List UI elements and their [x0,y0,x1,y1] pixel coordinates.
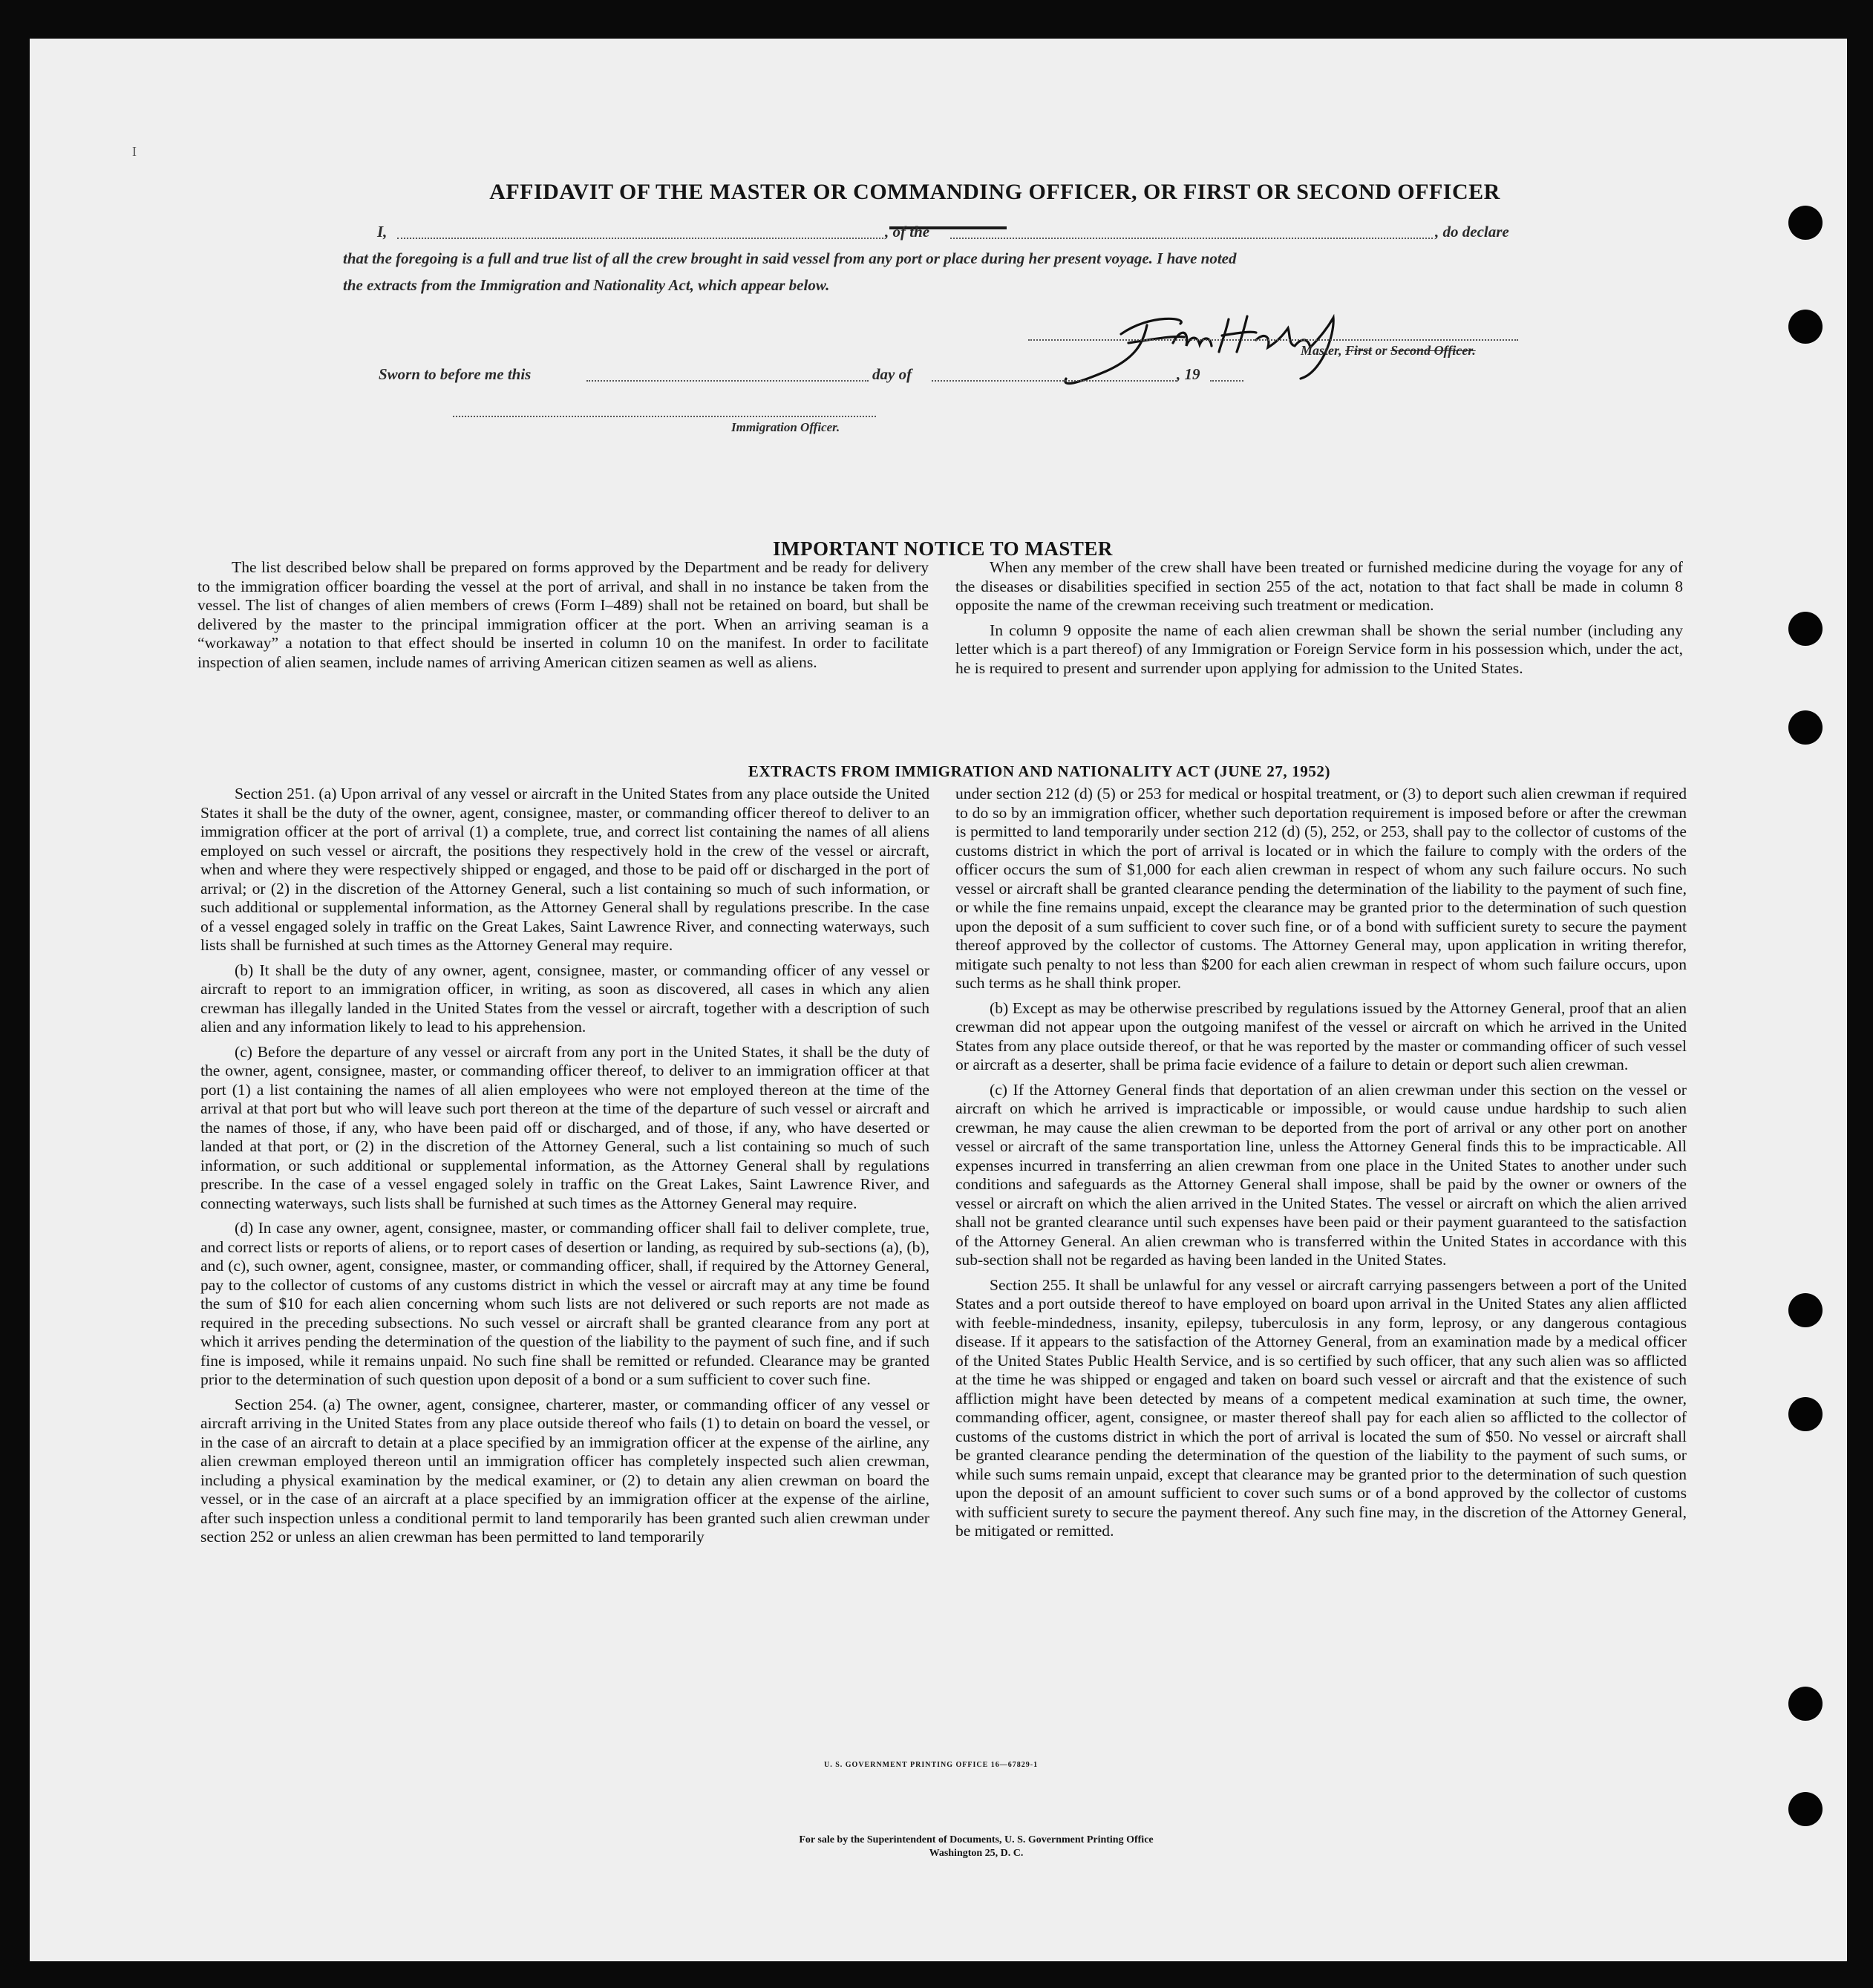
notice-heading: IMPORTANT NOTICE TO MASTER [773,537,1113,560]
officer-signature-line [453,416,876,417]
binder-hole [1788,310,1823,344]
notice-left-column [197,558,929,678]
extract-paragraph: Section 251. (a) Upon arrival of any vessel or aircraft in the United States from any place outside the United States it shall be the duty of the owner, agent, consignee, master, or commanding officer thereof to deliver to an immigration officer at the port of arrival (1) a complete, true, and correct list containing the names of all aliens employed on such vessel or aircraft, the positions they respectively hold in the crew of the vessel or aircraft, when and where they were respectively shipped or engaged, and those to be paid off or discharged in the port of arrival; or (2) in the discretion of the Attorney General, such a list containing so much of such information, or such additional or supplemental information, as the Attorney General shall by regulations prescribe. In the case of a vessel engaged solely in traffic on the Great Lakes, Saint Lawrence River, and connecting waterways, such lists shall be furnished at such times as the Attorney General may require. [200,785,929,954]
year-label: , 19 [1177,365,1200,383]
affidavit-title: AFFIDAVIT OF THE MASTER OR COMMANDING OFFICER, OR FIRST OR SECOND OFFICER [489,180,1500,204]
extract-paragraph: (c) Before the departure of any vessel or aircraft from any port in the United States, it shall be the duty of the owner, agent, consignee, master, or commanding officer thereof, to deliver to an immigration officer at that port (1) a list containing the names of all alien employees who were not employed thereon at the time of the arrival at that port but who will leave such port thereon at the time of the departure of such vessel or aircraft and the names of those, if any, who have been paid off or discharged, and of those, if any, who have deserted or landed at that port, or (2) in the discretion of the Attorney General, such a list containing so much of such information, or such additional or supplemental information, as the Attorney General shall by regulations prescribe. In the case of a vessel engaged solely in traffic on the Great Lakes, Saint Lawrence River, and connecting waterways, such lists shall be furnished at such times as the Attorney General may require. [200,1042,929,1212]
caption-or: or [1375,343,1387,358]
sworn-day-field[interactable] [586,380,869,382]
extracts-left-column [200,785,929,1553]
affidavit-statement-line: the extracts from the Immigration and Nationality Act, which appear below. [343,276,830,294]
vessel-name-field[interactable] [950,238,1433,239]
extract-paragraph: under section 212 (d) (5) or 253 for medical or hospital treatment, or (3) to deport such alien crewman if required to do so by an immigration officer, whether such deportation requirement is imposed before or after the crewman is permitted to land temporarily under section 212 (d) (5), 252, or 253, shall pay to the collector of customs of the customs district in which the port of arrival is located or in which the failure to comply with the orders of the officer occurs the sum of $1,000 for each alien crewman in respect of whom any such failure occurs. No such vessel or aircraft shall be granted clearance pending the determination of the liability to the payment of such fine, or while the fine remains unpaid, except the clearance may be granted prior to the determination of such question upon the deposit of a sum sufficient to cover such fine, or of a bond with sufficient surety to secure the payment thereof approved by the collector of customs. The Attorney General may, upon application in writing therefor, mitigate such penalty to not less than $200 for each alien crewman in respect of whom such failure occurs, upon such terms as he shall think proper. [955,785,1687,992]
caption-master: Master, [1301,343,1342,358]
notice-paragraph: When any member of the crew shall have been treated or furnished medicine during the voyage for any of the diseases or disabilities specified in section 255 of the act, notation to that fact shall be made in column 8 opposite the name of the crewman receiving such treatment or medication. [955,558,1683,614]
sworn-year-field[interactable] [1210,380,1243,382]
declarant-label: I, [377,223,388,241]
notice-paragraph: In column 9 opposite the name of each alien crewman shall be shown the serial number (including any letter which is a part thereof) of any Immigration or Foreign Service form in his possession which, under the act, he is required to present and surrender upon applying for admission to the United States. [955,621,1683,677]
of-the-label: , of the [885,223,930,241]
day-of-label: day of [872,365,912,383]
extracts-heading: EXTRACTS FROM IMMIGRATION AND NATIONALITY ACT (JUNE 27, 1952) [748,762,1331,780]
caption-second-struck: Second Officer. [1390,343,1476,358]
document-page [30,39,1847,1961]
declarant-name-field[interactable] [397,238,883,239]
gpo-imprint: U. S. GOVERNMENT PRINTING OFFICE 16—67829-1 [824,1761,1039,1769]
signature-line [1028,339,1518,341]
binder-hole [1788,1792,1823,1826]
immigration-officer-caption: Immigration Officer. [731,420,840,434]
sale-notice [549,1834,1403,1860]
extract-paragraph: (b) Except as may be otherwise prescribed by regulations issued by the Attorney General, proof that an alien crewman did not appear upon the outgoing manifest of the vessel or aircraft on which he arrived in the United States from any place outside thereof, or that he was reported by the master or commanding officer of such vessel or aircraft as a deserter, shall be prima facie evidence of a failure to detain or deport such alien crewman. [955,998,1687,1073]
sale-notice-line: For sale by the Superintendent of Documents, U. S. Government Printing Office [799,1834,1154,1845]
margin-mark: I [132,144,137,159]
affidavit-statement-line: that the foregoing is a full and true list of all the crew brought in said vessel from any port or place during her present voyage. I have noted [343,249,1237,267]
signature-caption [1301,343,1476,359]
sworn-month-field[interactable] [932,380,1177,382]
extracts-right-column [955,785,1687,1547]
caption-first-struck: First [1345,343,1373,358]
notice-right-column [955,558,1683,684]
extract-paragraph: Section 254. (a) The owner, agent, consignee, charterer, master, or commanding officer of any vessel or aircraft arriving in the United States from any place outside thereof who fails (1) to detain on board the vessel, or in the case of an aircraft to detain at a place specified by an immigration officer at the expense of the airline, any alien crewman employed thereon until an immigration officer has completely inspected such alien crewman, including a physical examination by the medical examiner, or (2) to detain any alien crewman on board the vessel, or in the case of an aircraft at a place specified by an immigration officer at the expense of the airline, after such inspection unless a conditional permit to land temporarily has been granted such alien crewman under section 252 or unless an alien crewman has been permitted to land temporarily [200,1395,929,1546]
sworn-label: Sworn to before me this [379,365,532,383]
extract-paragraph: Section 255. It shall be unlawful for any vessel or aircraft carrying passengers between a port of the United States and a port outside thereof to have employed on board upon arrival in the United States any alien afflicted with feeble-mindedness, insanity, epilepsy, tuberculosis in any form, leprosy, or any dangerous contagious disease. If it appears to the satisfaction of the Attorney General, from an examination made by a medical officer of the United States Public Health Service, and is so certified by such officer, that any such alien was so afflicted at the time he was shipped or engaged and taken on board such vessel or aircraft and that the existence of such affliction might have been detected by means of a competent medical examination at such time, the owner, commanding officer, agent, consignee, or master thereof shall pay for each alien so afflicted to the collector of customs of the customs district in which the port of arrival is located the sum of $50. No vessel or aircraft shall be granted clearance pending the determination of the question of the liability to the payment of such sums, or while such sums remain unpaid, except that clearance may be granted prior to the determination of such question upon the deposit of an amount sufficient to cover such sums or of a bond approved by the collector of customs with sufficient surety to secure the payment thereof. Any such fine may, in the discretion of the Attorney General, be mitigated or remitted. [955,1275,1687,1540]
binder-hole [1788,1687,1823,1721]
extract-paragraph: (b) It shall be the duty of any owner, agent, consignee, master, or commanding officer of any vessel or aircraft to report to an immigration officer, in writing, as soon as discovered, all cases in which any alien crewman has illegally landed in the United States from the vessel or aircraft, together with a description of such alien and any information likely to lead to his apprehension. [200,961,929,1036]
declare-label: , do declare [1435,223,1509,241]
binder-hole [1788,1293,1823,1327]
extract-paragraph: (c) If the Attorney General finds that deportation of an alien crewman under this section on the vessel or aircraft on which he arrived is impracticable or impossible, or would cause undue hardship to such alien crewman, he may cause the alien crewman to be deported from the port of arrival or any other port on another vessel or aircraft of the same transportation line, unless the Attorney General finds this to be impracticable. All expenses incurred in transferring an alien crewman from one place in the United States to another under such conditions and safeguards as the Attorney General shall impose, shall be paid by the owner or owners of the vessel or aircraft on which the alien arrived in the United States. The vessel or aircraft on which the alien arrived shall not be granted clearance until such expenses have been paid or their payment guaranteed to the satisfaction of the Attorney General. An alien crewman who is transferred within the United States in accordance with this sub-section shall not be regarded as having been landed in the United States. [955,1080,1687,1269]
binder-hole [1788,206,1823,240]
binder-hole [1788,1397,1823,1431]
extract-paragraph: (d) In case any owner, agent, consignee, master, or commanding officer shall fail to deliver complete, true, and correct lists or reports of aliens, or to report cases of desertion or landing, as required by sub-sections (a), (b), and (c), such owner, agent, consignee, master, or commanding officer, shall, if required by the Attorney General, pay to the collector of customs of any customs district in which the vessel or aircraft may at any time be found the sum of $10 for each alien concerning whom such lists are not delivered or such reports are not made as required in the preceding subsections. No such vessel or aircraft shall be granted clearance from any port at which it arrives pending the determination of the question of the liability to the payment of such fine, and if such fine is imposed, while it remains unpaid. No such fine shall be remitted or refunded. Clearance may be granted prior to the determination of such question upon deposit of a bond or a sum sufficient to cover such fine. [200,1219,929,1388]
notice-paragraph: The list described below shall be prepared on forms approved by the Department and be ready for delivery to the immigration officer boarding the vessel at the port of arrival, and shall in no instance be taken from the vessel. The list of changes of alien members of crews (Form I–489) shall not be retained on board, but shall be delivered by the master to the principal immigration officer at the port. When an arriving seaman is a “workaway” a notation to that effect should be inserted in column 10 on the manifest. In order to facilitate inspection of alien seamen, include names of arriving American citizen seamen as well as aliens. [197,558,929,671]
binder-hole [1788,612,1823,646]
binder-hole [1788,710,1823,745]
sale-notice-line: Washington 25, D. C. [929,1848,1024,1859]
